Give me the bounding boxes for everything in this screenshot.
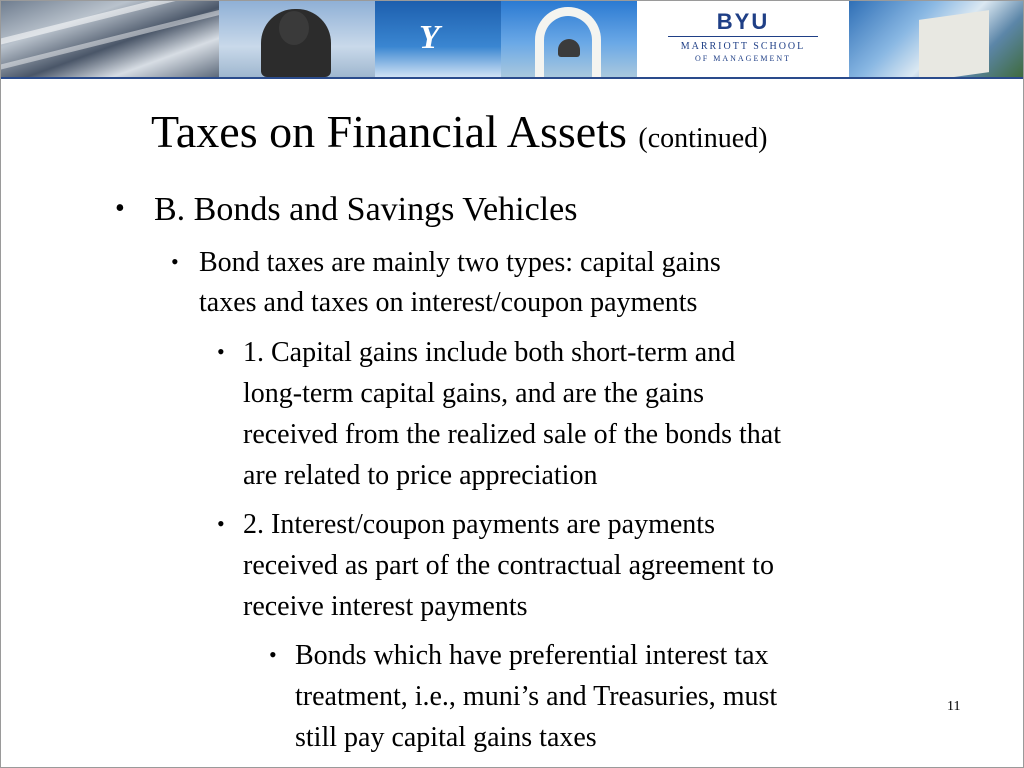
building-shape bbox=[919, 10, 989, 77]
item1-line-3: received from the realized sale of the bonds that bbox=[243, 419, 781, 450]
level2-line-2: taxes and taxes on interest/coupon payments bbox=[199, 287, 698, 318]
item1-line-4: are related to price appreciation bbox=[243, 460, 598, 491]
banner-photo-statue bbox=[219, 1, 375, 77]
item1-line-1: 1. Capital gains include both short-term and bbox=[243, 337, 736, 368]
item1-line-2: long-term capital gains, and are the gains bbox=[243, 378, 705, 409]
level1-text: B. Bonds and Savings Vehicles bbox=[154, 191, 578, 228]
bullet-item2-sub: • bbox=[269, 642, 277, 667]
bell-icon bbox=[558, 39, 580, 57]
statue-head bbox=[279, 11, 309, 45]
banner-photo-campus-building bbox=[849, 1, 1023, 77]
logo-byu-text: BYU bbox=[716, 9, 770, 34]
level2-line-1: Bond taxes are mainly two types: capital gains bbox=[199, 247, 721, 278]
banner-photo-bell-tower bbox=[501, 1, 637, 77]
logo-rule bbox=[668, 36, 818, 37]
slide-title bbox=[151, 105, 767, 166]
banner-photo-building-roof bbox=[1, 1, 219, 77]
slide-title-main: Taxes on Financial Assets bbox=[151, 106, 627, 157]
slide-title-suffix: (continued) bbox=[638, 123, 768, 154]
byu-marriott-logo bbox=[637, 1, 849, 77]
bullet-level1: • bbox=[115, 193, 125, 224]
bullet-item1: • bbox=[217, 339, 225, 364]
logo-school-line2: OF MANAGEMENT bbox=[695, 54, 791, 63]
y-mountain-icon: Y bbox=[419, 19, 440, 56]
logo-school-line1: MARRIOTT SCHOOL bbox=[680, 41, 806, 52]
item2-line-3: receive interest payments bbox=[243, 591, 528, 622]
page-number: 11 bbox=[947, 699, 961, 714]
banner-photo-y-mountain bbox=[375, 1, 501, 77]
item2-sub-line-2: treatment, i.e., muni’s and Treasuries, must bbox=[295, 681, 778, 712]
header-banner bbox=[1, 1, 1023, 79]
item2-line-2: received as part of the contractual agreement to bbox=[243, 550, 774, 581]
item2-sub-line-3: still pay capital gains taxes bbox=[295, 722, 597, 753]
item2-sub-line-1: Bonds which have preferential interest tax bbox=[295, 640, 769, 671]
item2-line-1: 2. Interest/coupon payments are payments bbox=[243, 509, 715, 540]
bullet-item2: • bbox=[217, 511, 225, 536]
bullet-level2: • bbox=[171, 249, 179, 274]
